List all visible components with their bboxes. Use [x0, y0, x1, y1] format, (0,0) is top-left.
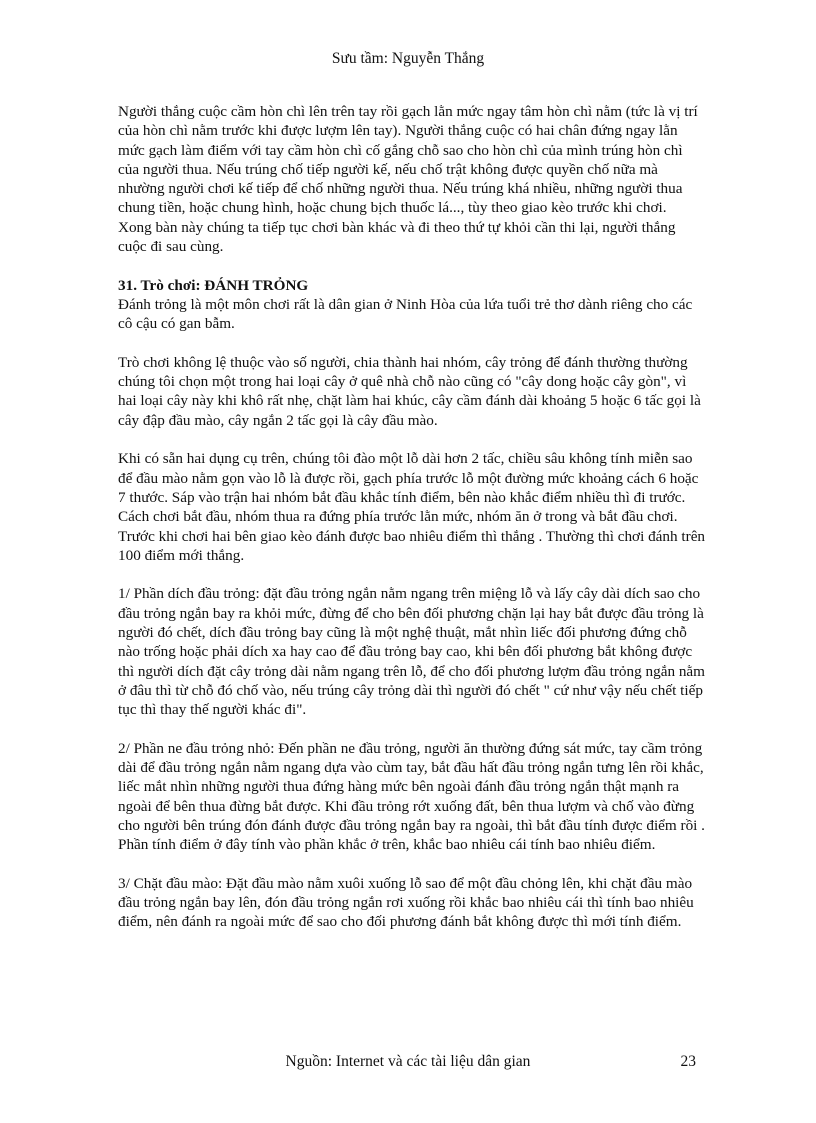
- page-number: 23: [680, 1053, 696, 1070]
- paragraph: 1/ Phần dích đầu trỏng: đặt đầu trỏng ngắn nằm ngang trên miệng lỗ và lấy cây dài dích sao cho đầu trỏng ngắn bay ra khỏi mức, đừng để cho bên đối phương chặn lại hay bắt được đầu trỏng là người đó chết, dích đầu trỏng bay cũng là một nghệ thuật, mắt nhìn liếc đối phương đứng chỗ nào trống hoặc phải dích xa hay cao để đầu trỏng bay cao, khi bên đối phương bắt không được thì người dích đặt cây trỏng dài nằm ngang trên lỗ, để cho đối phương lượm đầu trỏng ngắn nằm ở đâu thì từ chỗ đó chố vào, nếu trúng cây trỏng dài thì người đó chết " cứ như vậy nếu chết tiếp tục thì thay thế người khác đi".: [118, 585, 705, 719]
- spacer: [118, 855, 706, 874]
- paragraph: Khi có sẵn hai dụng cụ trên, chúng tôi đào một lỗ dài hơn 2 tấc, chiều sâu không tính miễn sao để đầu mào nằm gọn vào lỗ là được rồi, gạch phía trước lỗ một đường mức khoảng cách 6 hoặc 7 thước. Sáp vào trận hai nhóm bắt đầu khắc tính điểm, bên nào khắc điểm nhiều thì đi trước. Cách chơi bắt đầu, nhóm thua ra đứng phía trước lằn mức, nhóm ăn ở trong và bắt đầu chơi. Trước khi chơi hai bên giao kèo đánh được bao nhiêu điểm thì thắng . Thường thì chơi đánh trên 100 điểm mới thắng.: [118, 450, 706, 564]
- paragraph: Trò chơi không lệ thuộc vào số người, chia thành hai nhóm, cây trỏng để đánh thường thường chúng tôi chọn một trong hai loại cây ở quê nhà chỗ nào cũng có "cây dong hoặc cây gòn", vì hai loại cây này khi khô rất nhẹ, chặt làm hai khúc, cây cầm đánh dài khoảng 5 hoặc 6 tấc gọi là cây đập đầu mào, cây ngắn 2 tấc gọi là cây đầu mào.: [118, 353, 701, 429]
- footer-source: Nguồn: Internet và các tài liệu dân gian: [285, 1053, 531, 1070]
- page-footer: [0, 1052, 816, 1072]
- paragraph: Xong bàn này chúng ta tiếp tục chơi bàn khác và đi theo thứ tự khỏi cần thi lại, người thắng cuộc đi sau cùng.: [118, 218, 676, 256]
- section-intro: Đánh trỏng là một môn chơi rất là dân gian ở Ninh Hòa của lứa tuổi trẻ thơ dành riêng cho các cô cậu có gan bẫm.: [118, 295, 693, 333]
- section-title: 31. Trò chơi: ĐÁNH TRỎNG: [118, 276, 309, 294]
- spacer: [118, 720, 706, 739]
- paragraph: 3/ Chặt đầu mào: Đặt đầu mào nằm xuôi xuống lỗ sao để một đầu chỏng lên, khi chặt đầu mào đầu trỏng ngắn bay lên, đón đầu trỏng ngắn rơi xuống rồi khắc bao nhiêu cái thì tính bao nhiêu điểm, nên đánh ra ngoài mức để sao cho đối phương đánh bắt không được thì mới tính điểm.: [118, 874, 694, 931]
- page-header: Sưu tầm: Nguyễn Thắng: [331, 50, 485, 67]
- spacer: [118, 334, 706, 353]
- spacer: [118, 565, 706, 584]
- paragraph: Người thắng cuộc cầm hòn chì lên trên tay rồi gạch lằn mức ngay tâm hòn chì nằm (tức là vị trí của hòn chì nằm trước khi được lượm lên tay). Người thắng cuộc có hai chân đứng ngay lằn mức gạch làm điểm với tay cầm hòn chì cố gắng chỗ sao cho hòn chì của mình trúng hòn chì của người thua. Nếu trúng chố tiếp người kế, nếu chố trật không được quyền chố nữa mà nhường người chơi kế tiếp để chố những người thua. Nếu trúng khá nhiều, những người thua chung tiền, hoặc chung hình, hoặc chung bịch thuốc lá..., tùy theo giao kèo trước khi chơi.: [118, 103, 698, 217]
- spacer: [118, 256, 706, 275]
- document-body: [118, 102, 706, 932]
- paragraph: 2/ Phần ne đầu trỏng nhỏ: Đến phần ne đầu trỏng, người ăn thường đứng sát mức, tay cầm trỏng dài để đầu trỏng ngắn nằm ngang dựa vào cùm tay, bắt đầu hất đầu trỏng ngắn tưng lên rồi khắc, liếc mắt nhìn những người thua đứng hàng mức bên ngoài đánh đầu trỏng ngắn thật mạnh ra ngoài để bên thua đừng bắt được. Khi đầu trỏng rớt xuống đất, bên thua lượm và chố vào đừng cho người bên trúng đón đánh được đầu trỏng ngắn bay ra ngoài, thì bắt đầu tính được điểm rồi . Phần tính điểm ở đây tính vào phần khắc ở trên, khắc bao nhiêu cái tính bao nhiêu điểm.: [118, 739, 705, 854]
- spacer: [118, 430, 706, 449]
